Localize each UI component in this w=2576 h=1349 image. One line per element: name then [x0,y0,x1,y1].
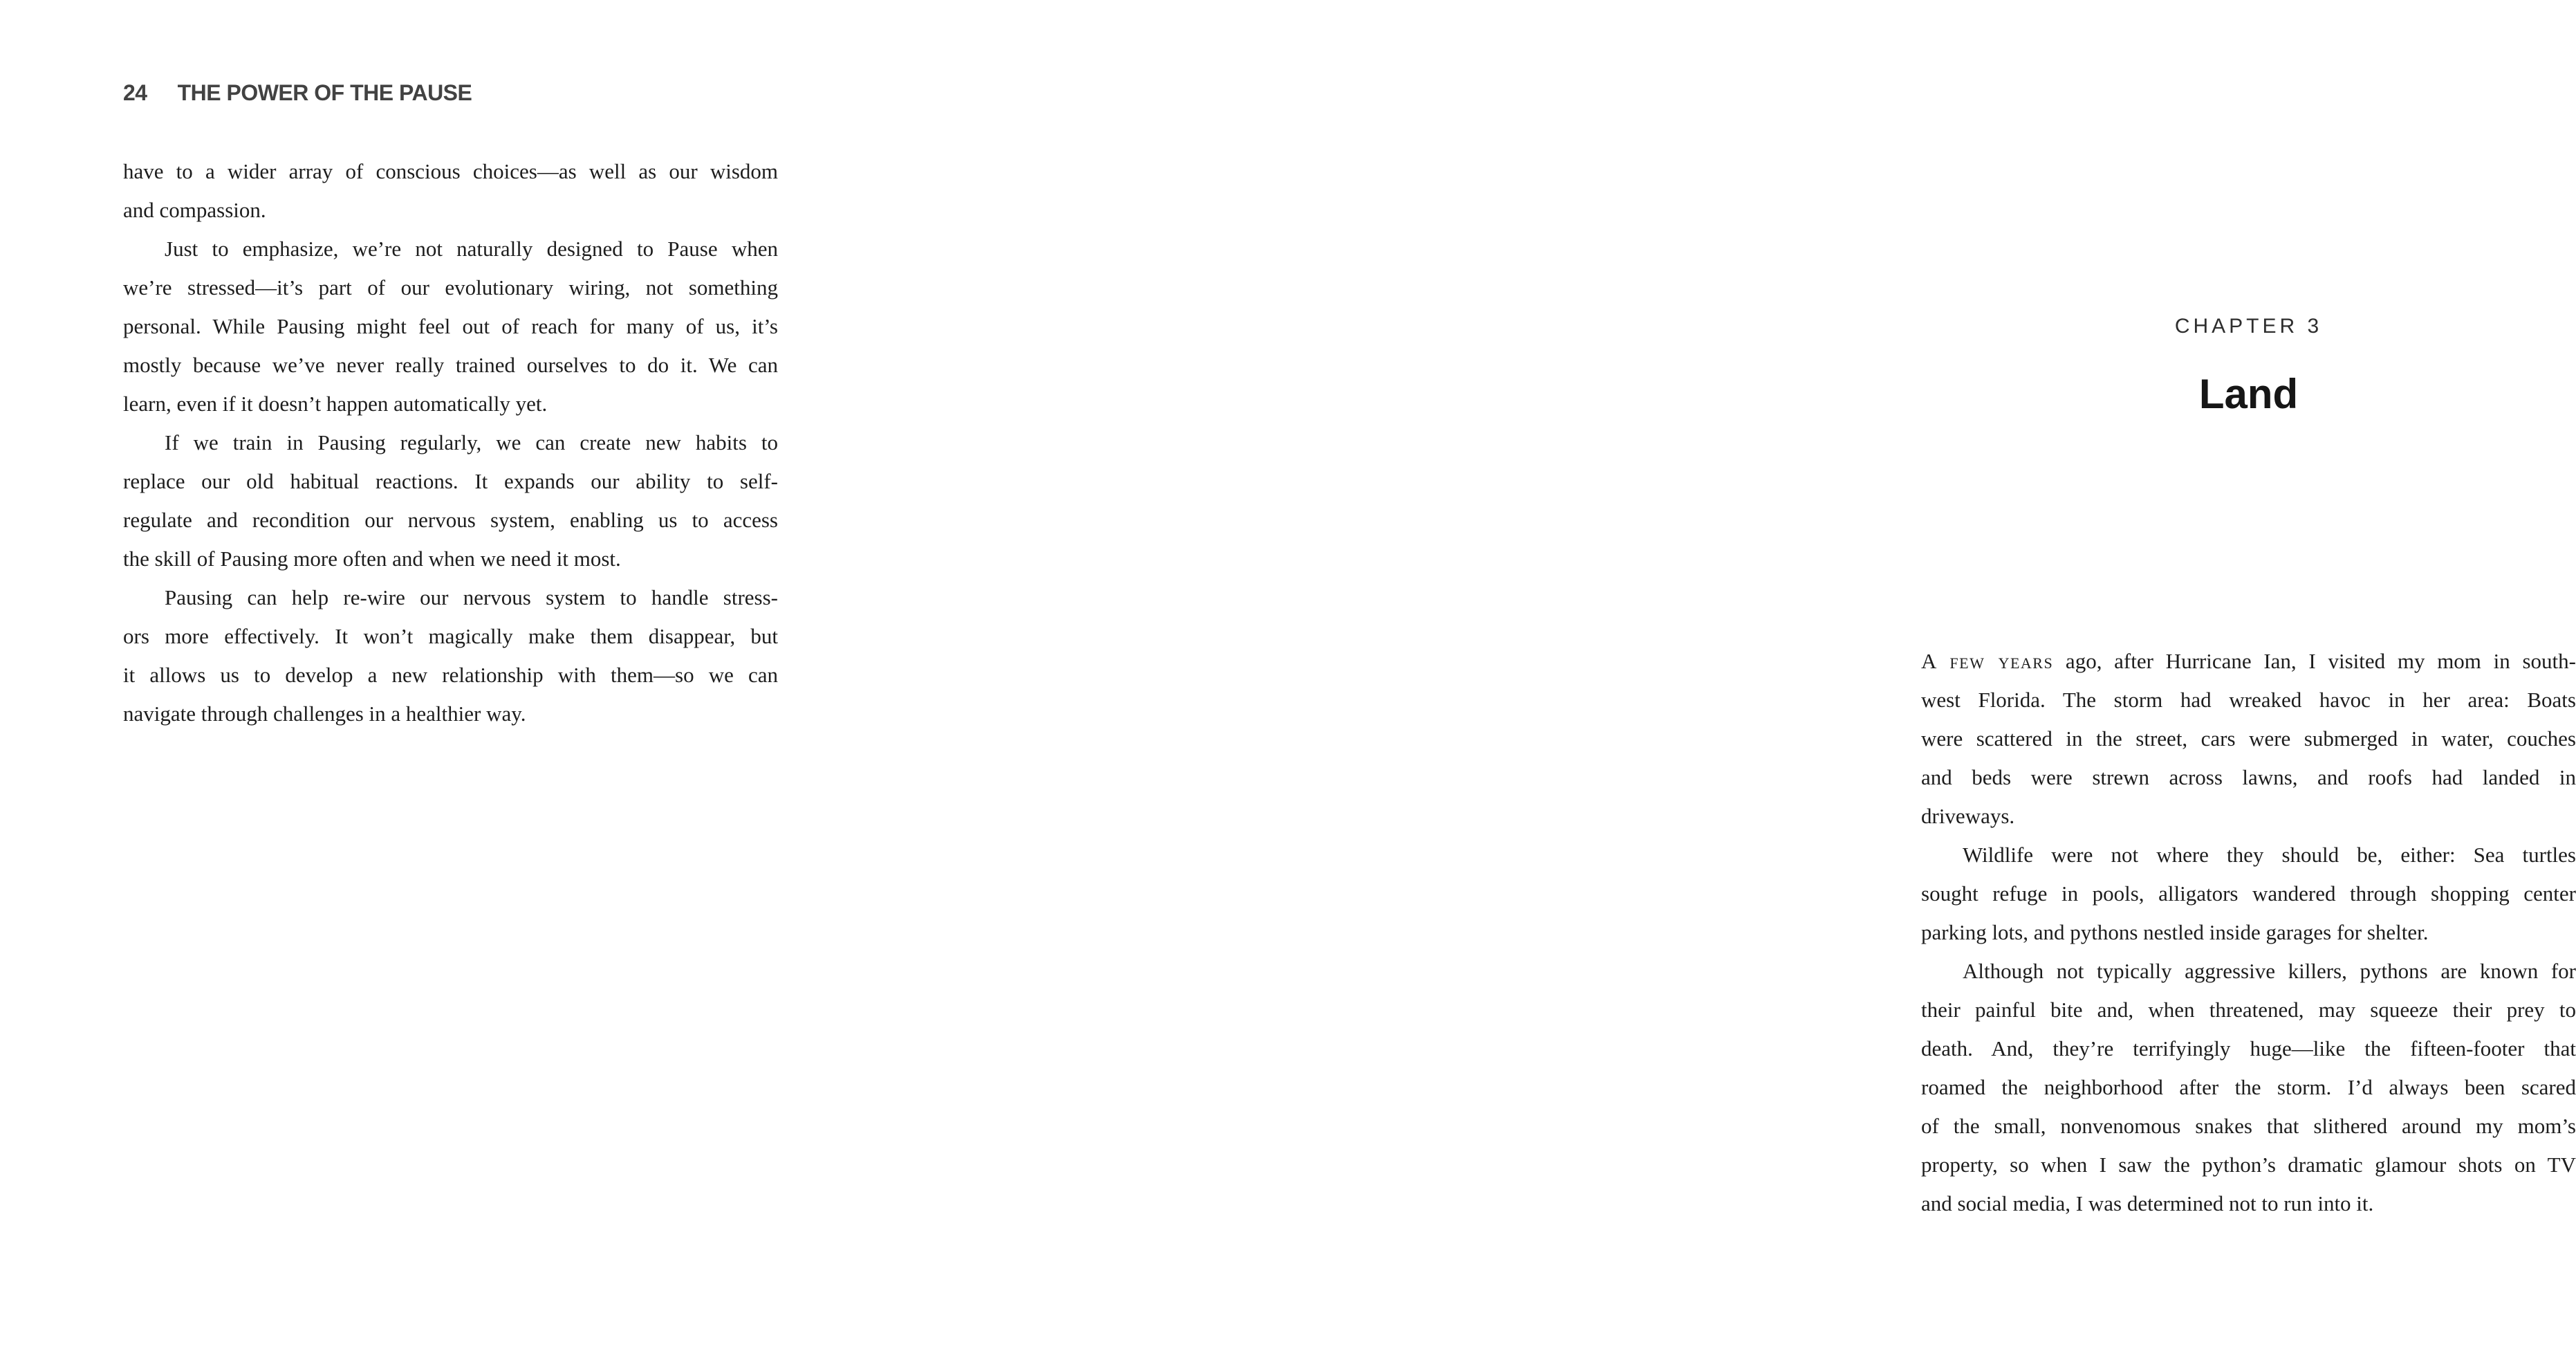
text-line: and compassion. [123,198,266,222]
text-line: and beds were strewn across lawns, and roofs had landed in [1921,765,2576,789]
left-page [0,0,899,1349]
chapter-title: Land [2198,371,2299,417]
chapter-label: CHAPTER 3 [2174,315,2323,338]
running-header-title: THE POWER OF THE PAUSE [177,80,472,105]
text-line: death. And, they’re terrifyingly huge—like the fifteen-footer that [1921,1036,2576,1061]
text-line: learn, even if it doesn’t happen automatically yet. [123,392,548,416]
text-line: regulate and recondition our nervous system, enabling us to access [123,508,778,532]
text-line: replace our old habitual reactions. It expands our ability to self- [123,469,778,493]
text-line: parking lots, and pythons nestled inside garages for shelter. [1921,920,2429,944]
text-line: driveways. [1921,804,2015,828]
text-line: Pausing can help re-wire our nervous system to handle stress- [165,585,778,609]
page-number: 24 [123,80,147,105]
text-line: were scattered in the street, cars were submerged in water, couches [1921,726,2576,751]
small-caps-lead-in: A few years [1921,649,2054,673]
text-line: have to a wider array of conscious choices—as well as our wisdom [123,159,778,183]
text-line: ors more effectively. It won’t magically make them disappear, but [123,624,778,648]
text-line: Although not typically aggressive killers, pythons are known for [1963,959,2576,983]
text-line: navigate through challenges in a healthier way. [123,701,526,726]
text-line: A few years ago, after Hurricane Ian, I visited my mom in south- [1921,649,2576,673]
right-page-body-text [1921,642,2576,1223]
text-line: of the small, nonvenomous snakes that slithered around my mom’s [1921,1114,2576,1138]
running-header [123,80,472,106]
text-line: Wildlife were not where they should be, either: Sea turtles [1963,843,2576,867]
text-line: and social media, I was determined not to run into it. [1921,1191,2374,1215]
text-line: personal. While Pausing might feel out of reach for many of us, it’s [123,314,778,338]
text-line: mostly because we’ve never really trained ourselves to do it. We can [123,353,778,377]
text-line: If we train in Pausing regularly, we can create new habits to [165,430,778,455]
text-line: property, so when I saw the python’s dramatic glamour shots on TV [1921,1153,2576,1177]
left-page-body-text [123,152,778,733]
text-line: we’re stressed—it’s part of our evolutionary wiring, not something [123,275,778,300]
text-line: roamed the neighborhood after the storm. I’d always been scared [1921,1075,2576,1099]
text-line: Just to emphasize, we’re not naturally designed to Pause when [165,237,778,261]
text-line: sought refuge in pools, alligators wandered through shopping center [1921,881,2576,906]
text-line: the skill of Pausing more often and when we need it most. [123,547,621,571]
right-page [899,0,2576,1349]
text-line: their painful bite and, when threatened, may squeeze their prey to [1921,998,2576,1022]
text-line: it allows us to develop a new relationship with them—so we can [123,663,778,687]
text-line: west Florida. The storm had wreaked havoc in her area: Boats [1921,688,2576,712]
